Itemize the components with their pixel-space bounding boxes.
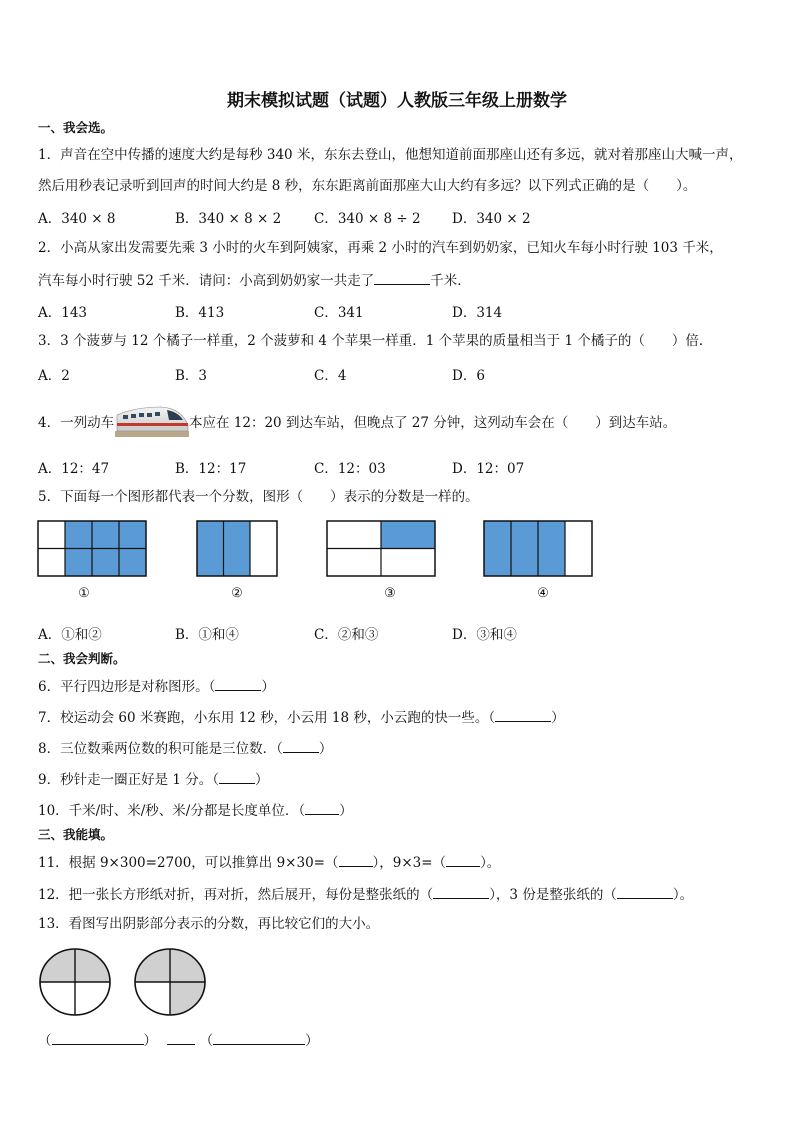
- figure-caption-4: ④: [537, 586, 549, 601]
- answer-blank[interactable]: [305, 800, 339, 815]
- question-2-option-d: D．314: [452, 305, 503, 321]
- question-5-option-d: D．③和④: [452, 627, 517, 643]
- question-1-option-d: D．340 × 2: [452, 211, 531, 227]
- question-10-text: 10．千米/时、米/秒、米/分都是长度单位．（: [38, 803, 306, 819]
- question-13-answers: [38, 1030, 319, 1050]
- question-9-text: 9．秒针走一圈正好是 1 分。（: [38, 772, 220, 788]
- question-2-text: 汽车每小时行驶 52 千米．请问：小高到奶奶家一共走了: [38, 273, 375, 289]
- question-9: [38, 769, 269, 789]
- question-9-end: ）: [255, 772, 269, 788]
- question-4-option-c: C．12：03: [314, 461, 386, 477]
- question-13-open-1: （: [38, 1033, 52, 1049]
- figure-caption-3: ③: [384, 586, 396, 601]
- answer-blank[interactable]: [617, 884, 673, 899]
- fraction-figure-1: [37, 520, 147, 577]
- question-7: [38, 707, 565, 727]
- question-2-option-a: A．143: [38, 305, 88, 321]
- answer-blank[interactable]: [215, 676, 261, 691]
- bullet-train-icon: [115, 401, 189, 437]
- question-3-line-1: 3．3 个菠萝与 12 个橘子一样重，2 个菠萝和 4 个苹果一样重．1 个苹果的质量相当于 1 个橘子的（ ）倍．: [38, 333, 713, 349]
- question-1-line-1: 1．声音在空中传播的速度大约是每秒 340 米，东东去登山，他想知道前面那座山还有多远，就对着那座山大喊一声，: [38, 147, 743, 163]
- question-11-text-a: 11．根据 9×300=2700，可以推算出 9×30=（: [38, 855, 339, 871]
- question-10-end: ）: [339, 803, 353, 819]
- question-3-option-c: C．4: [314, 368, 347, 384]
- answer-blank[interactable]: [446, 852, 480, 867]
- question-4-option-b: B．12：17: [175, 461, 247, 477]
- question-6: [38, 676, 275, 696]
- section-heading-choose: 一、我会选。: [38, 120, 114, 135]
- compare-blank[interactable]: [167, 1030, 195, 1045]
- question-4-option-a: A．12：47: [38, 461, 110, 477]
- question-8: [38, 738, 332, 758]
- question-12-text-a: 12．把一张长方形纸对折，再对折，然后展开，每份是整张纸的（: [38, 887, 434, 903]
- question-2-line-1: 2．小高从家出发需要先乘 3 小时的火车到阿姨家，再乘 2 小时的汽车到奶奶家，已知火车每小时行驶 103 千米，: [38, 240, 723, 256]
- question-2-unit: 千米．: [430, 273, 471, 289]
- question-7-end: ）: [551, 710, 565, 726]
- answer-blank[interactable]: [219, 769, 255, 784]
- question-3-option-a: A．2: [38, 368, 70, 384]
- question-1-option-c: C．340 × 8 ÷ 2: [314, 211, 421, 227]
- answer-blank[interactable]: [213, 1030, 305, 1045]
- question-10: [38, 800, 353, 820]
- question-3-option-d: D．6: [452, 368, 485, 384]
- question-3-option-b: B．3: [175, 368, 208, 384]
- figure-caption-1: ①: [78, 586, 90, 601]
- question-1-line-2: 然后用秒表记录听到回声的时间大约是 8 秒，东东距离前面那座大山大约有多远？以下列式正确的是（ ）。: [38, 178, 697, 194]
- shaded-circle-1: [38, 947, 112, 1017]
- question-12-text-b: ），3 份是整张纸的（: [489, 887, 617, 903]
- question-11-text-c: ）。: [480, 855, 501, 871]
- section-heading-judge: 二、我会判断。: [38, 651, 126, 666]
- fraction-figure-3: [326, 520, 436, 577]
- answer-blank[interactable]: [52, 1030, 144, 1045]
- question-11-text-b: ），9×3=（: [372, 855, 447, 871]
- question-13-text: 13．看图写出阴影部分表示的分数，再比较它们的大小。: [38, 916, 380, 932]
- question-5-option-b: B．①和④: [175, 627, 239, 643]
- question-13-open-2: （: [199, 1033, 214, 1049]
- section-heading-fill: 三、我能填。: [38, 827, 114, 842]
- page-title: 期末模拟试题（试题）人教版三年级上册数学: [227, 91, 567, 111]
- shaded-circle-2: [133, 947, 207, 1017]
- question-4-text-a: 4．一列动车: [38, 415, 115, 431]
- question-6-text: 6．平行四边形是对称图形。（: [38, 679, 216, 695]
- question-5-option-c: C．②和③: [314, 627, 379, 643]
- figure-caption-2: ②: [231, 586, 243, 601]
- question-6-end: ）: [261, 679, 275, 695]
- question-12-text-c: ）。: [672, 887, 694, 903]
- question-8-text: 8．三位数乘两位数的积可能是三位数．（: [38, 741, 283, 757]
- answer-blank[interactable]: [495, 707, 551, 722]
- question-4-option-d: D．12：07: [452, 461, 525, 477]
- fraction-figure-2: [196, 520, 278, 577]
- question-7-text: 7．校运动会 60 米赛跑，小东用 12 秒，小云用 18 秒，小云跑的快一些。（: [38, 710, 496, 726]
- answer-blank[interactable]: [339, 852, 373, 867]
- fraction-figure-4: [483, 520, 593, 577]
- question-11: [38, 852, 500, 872]
- answer-blank[interactable]: [433, 884, 489, 899]
- question-2-option-b: B．413: [175, 305, 225, 321]
- question-4-text-b: 本应在 12：20 到达车站，但晚点了 27 分钟，这列动车会在（ ）到达车站。: [189, 415, 677, 431]
- question-1-option-b: B．340 × 8 × 2: [175, 211, 282, 227]
- answer-blank[interactable]: [374, 270, 430, 285]
- question-5-line-1: 5．下面每一个图形都代表一个分数，图形（ ）表示的分数是一样的。: [38, 489, 479, 505]
- question-2-option-c: C．341: [314, 305, 364, 321]
- question-12: [38, 884, 693, 904]
- question-13-close-2: ）: [305, 1033, 319, 1049]
- question-2-line-2: [38, 270, 471, 290]
- answer-blank[interactable]: [283, 738, 319, 753]
- question-8-end: ）: [318, 741, 333, 757]
- question-13-close-1: ）: [143, 1033, 157, 1049]
- question-1-option-a: A．340 × 8: [38, 211, 116, 227]
- question-5-option-a: A．①和②: [38, 627, 102, 643]
